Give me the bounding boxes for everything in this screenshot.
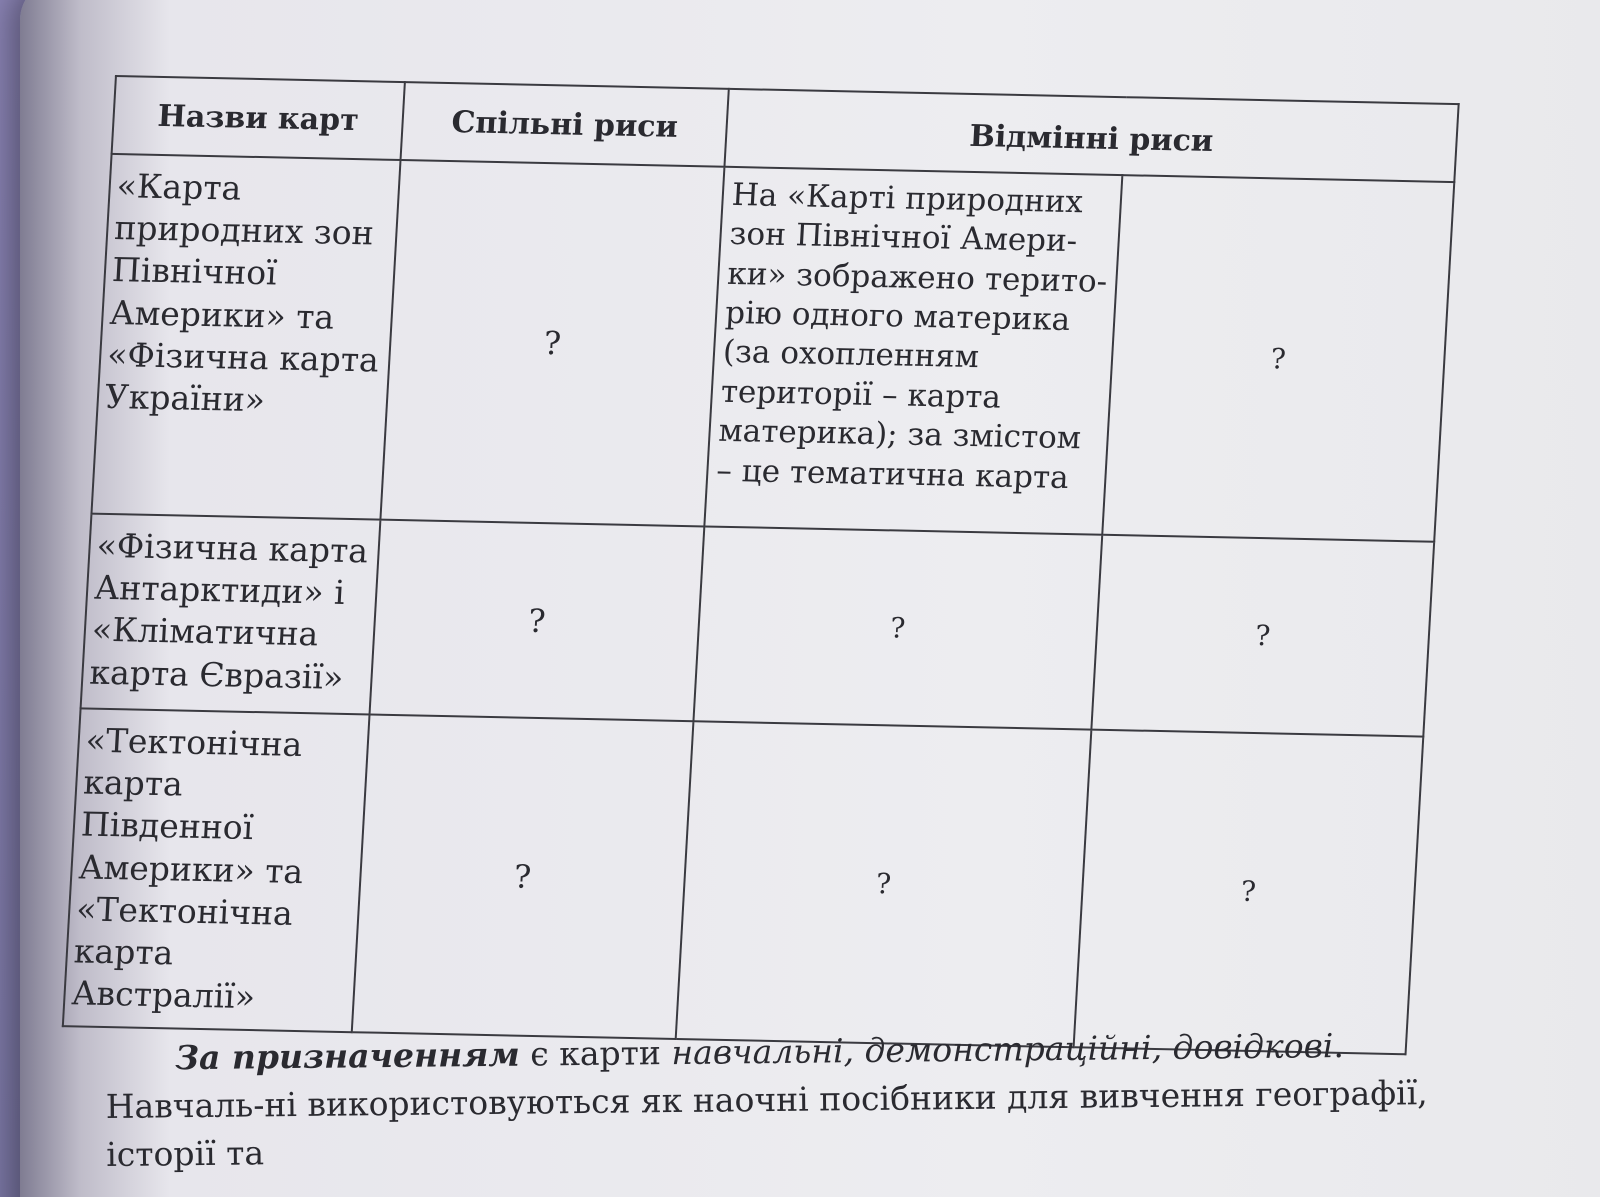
map-names-cell: «Фізична карта Антарктиди» і «Кліматична карта Євразії» bbox=[81, 514, 381, 715]
difference-cell-left: На «Карті природних зон Північної Амери-ки» зображено терито-рію одного материка (за охопленням території – карта материка); за змістом – це тематична карта bbox=[704, 167, 1122, 535]
paragraph-text: є карти bbox=[519, 1033, 672, 1074]
placeholder-mark: ? bbox=[889, 611, 907, 645]
header-common-features: Спільні риси bbox=[401, 82, 729, 167]
placeholder-mark: ? bbox=[1254, 619, 1272, 653]
table-container bbox=[62, 75, 1485, 1055]
difference-cell-right bbox=[1074, 730, 1424, 1054]
placeholder-mark: ? bbox=[542, 324, 563, 363]
difference-cell-right bbox=[1102, 175, 1454, 542]
placeholder-mark: ? bbox=[1269, 341, 1287, 376]
paragraph-text-continued: . Навчаль-ні використовуються як наочні посібники для вивчення географії, історії та bbox=[105, 1026, 1428, 1174]
difference-cell-left bbox=[693, 526, 1102, 729]
table-row bbox=[91, 154, 1454, 542]
maps-comparison-table bbox=[62, 75, 1460, 1055]
header-map-names: Назви карт bbox=[112, 76, 405, 160]
header-differences: Відмінні риси bbox=[724, 89, 1458, 182]
placeholder-mark: ? bbox=[1240, 875, 1257, 909]
common-features-cell bbox=[370, 520, 705, 722]
table-row bbox=[81, 514, 1435, 737]
paragraph-map-types: навчальні, демонстраційні, довідкові bbox=[671, 1026, 1334, 1073]
difference-cell-right bbox=[1091, 535, 1434, 737]
map-names-cell: «Карта природних зон Північної Америки» та «Фізична карта України» bbox=[91, 154, 400, 520]
placeholder-mark: ? bbox=[527, 601, 547, 640]
placeholder-mark: ? bbox=[875, 867, 892, 901]
paragraph-lead-term: За призначенням bbox=[175, 1034, 521, 1078]
common-features-cell bbox=[352, 714, 694, 1038]
common-features-cell bbox=[380, 160, 724, 526]
table-row bbox=[63, 708, 1423, 1053]
placeholder-mark: ? bbox=[512, 857, 533, 896]
body-paragraph bbox=[105, 1020, 1506, 1178]
map-names-cell: «Тектонічна карта Південної Америки» та «Тектонічна карта Австралії» bbox=[63, 708, 370, 1031]
textbook-page bbox=[20, 0, 1600, 1197]
difference-cell-left bbox=[676, 721, 1092, 1047]
